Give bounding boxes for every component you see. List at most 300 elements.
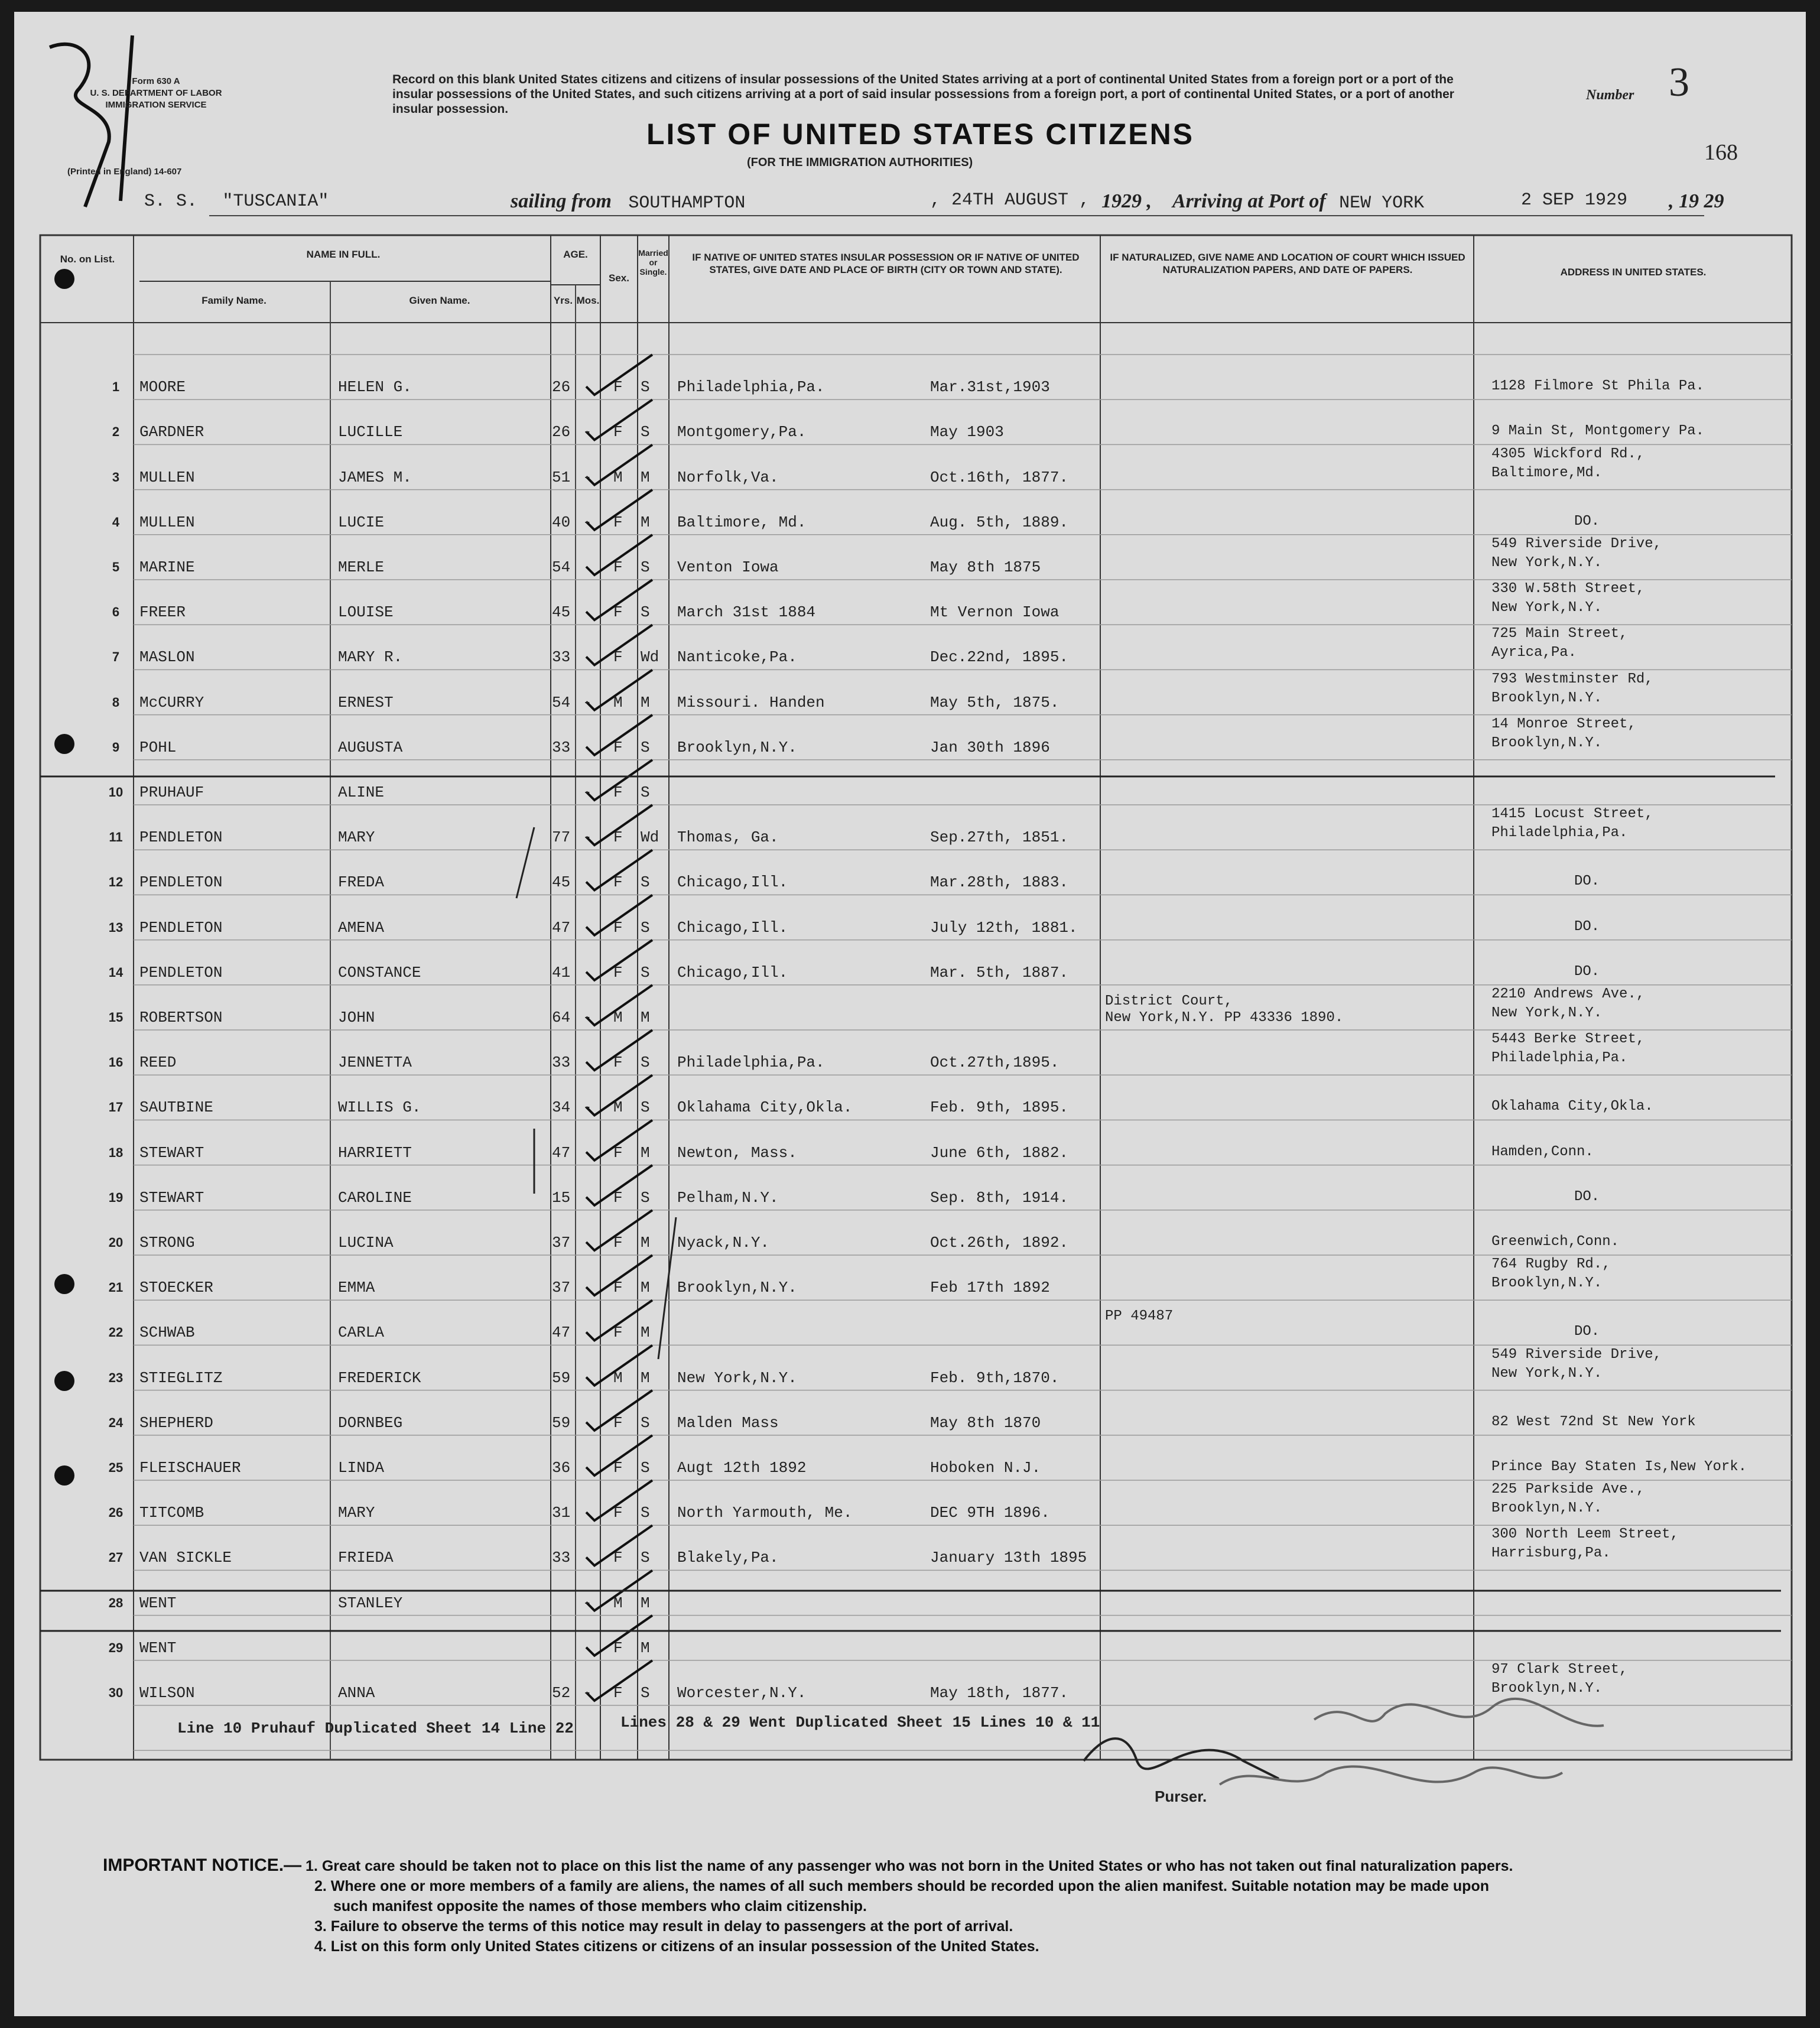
age-years: 54 [552,558,571,576]
sex: F [613,828,623,847]
birth-place: Montgomery,Pa. [677,423,807,441]
address-line: Brooklyn,N.Y. [1491,1681,1603,1696]
age-years: 37 [552,1279,571,1297]
row-number: 26 [108,1505,124,1520]
sex: F [613,1459,623,1477]
sex: F [613,513,623,531]
ship-line [144,190,329,212]
age-years: 64 [552,1009,571,1026]
row-number: 6 [112,604,120,620]
family-name: WENT [139,1639,177,1657]
birth-date: Feb. 9th, 1895. [930,1098,1069,1117]
family-name: FREER [139,603,186,622]
birth-date: DEC 9TH 1896. [930,1504,1050,1522]
given-name: AMENA [338,918,385,937]
sex: F [613,1188,623,1207]
address-line: Philadelphia,Pa. [1491,825,1628,841]
family-name: STEWART [139,1143,204,1162]
footnote-left: Line 10 Pruhauf Duplicated Sheet 14 Line 22 [177,1720,574,1737]
birth-date: Mt Vernon Iowa [930,603,1060,622]
given-name: LUCIE [338,513,385,531]
birth-place: Pelham,N.Y. [677,1188,779,1207]
ship-prefix: S. S. [144,191,198,212]
sex: F [613,378,623,396]
birth-place: Chicago,Ill. [677,963,788,982]
department: U. S. DEPARTMENT OF LABOR [90,88,222,98]
naturalization-info: New York,N.Y. PP 43336 1890. [1105,1010,1344,1026]
sex: F [613,423,623,441]
birth-place: Missouri. Handen [677,693,825,711]
family-name: ROBERTSON [139,1009,223,1026]
age-years: 26 [552,378,571,396]
birth-date: May 8th 1870 [930,1413,1041,1432]
sex: F [613,918,623,937]
naturalization-info: District Court, [1105,993,1233,1009]
marital-status: S [641,1459,650,1477]
arrival-year [1669,190,1724,213]
notice-3: 3. Failure to observe the terms of this notice may result in delay to passengers at the port of arrival. [314,1918,1013,1935]
address-line: DO. [1574,1188,1600,1205]
family-name: SHEPHERD [139,1413,213,1432]
marital-status: M [641,1143,650,1162]
address-line: 14 Monroe Street, [1491,716,1636,732]
given-name: AUGUSTA [338,738,403,756]
row-number: 17 [108,1100,124,1115]
sex: M [613,1098,623,1117]
marital-status: M [641,468,650,486]
punch-hole [54,1274,74,1294]
sex: M [613,693,623,711]
sex: F [613,784,623,801]
given-name: JAMES M. [338,468,412,486]
birth-place: Baltimore, Md. [677,513,807,531]
birth-date: Feb 17th 1892 [930,1279,1050,1297]
birth-date: Sep. 8th, 1914. [930,1188,1069,1207]
given-name: LUCINA [338,1234,394,1252]
age-years: 37 [552,1234,571,1252]
age-years: 40 [552,513,571,531]
address-line: Brooklyn,N.Y. [1491,1275,1603,1292]
address-line: Philadelphia,Pa. [1491,1050,1628,1067]
col-family: Family Name. [202,295,266,306]
address-line: 1128 Filmore St Phila Pa. [1491,378,1705,395]
col-naturalized: IF NATURALIZED, GIVE NAME AND LOCATION OF COURT WHICH ISSUED NATURALIZATION PAPERS, AND DATE OF PAPERS. [1110,252,1465,275]
sex: F [613,558,623,576]
birth-date: Feb. 9th,1870. [930,1369,1060,1387]
address-line: 9 Main St, Montgomery Pa. [1491,423,1705,440]
age-years: 47 [552,918,571,937]
sex: F [613,1234,623,1252]
birth-date: May 1903 [930,423,1004,441]
sex: F [613,648,623,667]
given-name: CONSTANCE [338,963,421,982]
row-number: 13 [108,919,124,935]
given-name: STANLEY [338,1594,403,1612]
given-name: MARY [338,828,375,847]
sex: F [613,1324,623,1342]
age-years: 47 [552,1143,571,1162]
marital-status: Wd [641,828,659,847]
year-field [1101,190,1152,213]
birth-date: Oct.27th,1895. [930,1054,1060,1072]
age-years: 47 [552,1324,571,1342]
birth-place: Nanticoke,Pa. [677,648,797,667]
address-line: 549 Riverside Drive, [1491,536,1662,552]
row-number: 10 [108,785,124,800]
given-name: JOHN [338,1009,375,1026]
marital-status: M [641,1324,650,1342]
notice-item: 1. Great care should be taken not to place on this list the name of any passenger who was not born in the United States or who has not taken out final naturalization papers. [306,1858,1513,1874]
family-name: PENDLETON [139,963,223,982]
given-name: FRIEDA [338,1549,394,1567]
marital-status: S [641,603,650,622]
row-number: 30 [108,1685,124,1700]
departure-date: , 24TH AUGUST , [930,190,1090,210]
col-age: AGE. [563,249,588,260]
given-name: HELEN G. [338,378,412,396]
birth-date: Oct.16th, 1877. [930,468,1069,486]
birth-date: Dec.22nd, 1895. [930,648,1069,667]
row-number: 1 [112,379,120,395]
age-months: - [583,784,592,801]
address-line: 225 Parkside Ave., [1491,1481,1645,1498]
address-line: Brooklyn,N.Y. [1491,734,1603,751]
family-name: MASLON [139,648,195,667]
age-years: 59 [552,1369,571,1387]
given-name: DORNBEG [338,1413,403,1432]
arrival-date: 2 SEP 1929 [1521,190,1628,210]
notice-1 [103,1855,1793,1876]
birth-date: Hoboken N.J. [930,1459,1041,1477]
birth-place: Malden Mass [677,1413,779,1432]
form-identifier [85,76,227,111]
given-name: CARLA [338,1324,385,1342]
row-number: 27 [108,1550,124,1565]
ship-name: "TUSCANIA" [222,191,329,212]
address-line: New York,N.Y. [1491,1365,1603,1382]
page-title: LIST OF UNITED STATES CITIZENS [646,118,1195,151]
notice-4: 4. List on this form only United States citizens or citizens of an insular possession of the United States. [314,1938,1039,1955]
marital-status: M [641,1639,650,1657]
address-line: Baltimore,Md. [1491,464,1603,481]
sex: F [613,1639,623,1657]
address-line: Brooklyn,N.Y. [1491,1500,1603,1517]
marital-status: S [641,378,650,396]
given-name: HARRIETT [338,1143,412,1162]
birth-place: Worcester,N.Y. [677,1684,807,1702]
arriving-label: Arriving at Port of [1172,190,1326,212]
marital-status: M [641,1279,650,1297]
birth-date: Mar.31st,1903 [930,378,1050,396]
age-months: - [583,1098,592,1117]
sex: F [613,1549,623,1567]
family-name: STEWART [139,1188,204,1207]
notice-2b: such manifest opposite the names of those members who claim citizenship. [333,1898,867,1915]
sex: M [613,1594,623,1612]
birth-place: Chicago,Ill. [677,918,788,937]
address-line: Oklahama City,Okla. [1491,1098,1653,1115]
given-name: JENNETTA [338,1054,412,1072]
marital-status: S [641,918,650,937]
marital-status: S [641,1054,650,1072]
sex: F [613,1413,623,1432]
col-no: No. on List. [60,254,115,265]
col-yrs: Yrs. [553,295,573,306]
age-years: 59 [552,1413,571,1432]
birth-date: Jan 30th 1896 [930,738,1050,756]
family-name: PENDLETON [139,828,223,847]
row-number: 15 [108,1010,124,1025]
family-name: SAUTBINE [139,1098,213,1117]
row-number: 20 [108,1235,124,1250]
age-years: 31 [552,1504,571,1522]
age-years: 26 [552,423,571,441]
birth-date: Oct.26th, 1892. [930,1234,1069,1252]
given-name: MARY R. [338,648,403,667]
birth-date: May 8th 1875 [930,558,1041,576]
marital-status: S [641,1413,650,1432]
given-name: EMMA [338,1279,375,1297]
address-line: 300 North Leem Street, [1491,1526,1679,1543]
address-line: Greenwich,Conn. [1491,1234,1620,1250]
age-years: 77 [552,828,571,847]
address-line: 1415 Locust Street, [1491,806,1653,823]
col-address: ADDRESS IN UNITED STATES. [1560,266,1707,278]
age-years: 33 [552,1054,571,1072]
family-name: STIEGLITZ [139,1369,223,1387]
family-name: WILSON [139,1684,195,1702]
marital-status: S [641,784,650,801]
age-months: - [583,693,592,711]
address-line: 330 W.58th Street, [1491,581,1645,597]
family-name: POHL [139,738,177,756]
row-number: 23 [108,1370,124,1385]
family-name: PRUHAUF [139,784,204,801]
birth-date: Mar. 5th, 1887. [930,963,1069,982]
row-number: 14 [108,964,124,980]
col-sex: Sex. [609,272,629,284]
given-name: ALINE [338,784,385,801]
sex: F [613,1504,623,1522]
row-number: 8 [112,694,120,710]
col-given: Given Name. [409,295,470,306]
birth-place: Newton, Mass. [677,1143,797,1162]
marital-status: M [641,693,650,711]
birth-place: Nyack,N.Y. [677,1234,770,1252]
page-subtitle: (FOR THE IMMIGRATION AUTHORITIES) [747,156,973,169]
address-line: New York,N.Y. [1491,555,1603,571]
age-months: - [583,1684,592,1702]
birth-place: Brooklyn,N.Y. [677,1279,797,1297]
row-number: 25 [108,1460,124,1475]
row-number: 7 [112,649,120,665]
marital-status: M [641,1369,650,1387]
birth-date: May 18th, 1877. [930,1684,1069,1702]
address-line: 764 Rugby Rd., [1491,1256,1611,1273]
address-line: DO. [1574,513,1600,529]
col-mos: Mos. [576,295,600,306]
family-name: GARDNER [139,423,204,441]
marital-status: S [641,963,650,982]
family-name: SCHWAB [139,1324,195,1342]
notice-heading: IMPORTANT NOTICE.— [103,1855,302,1875]
family-name: MULLEN [139,513,195,531]
year: 1929 , [1101,190,1152,212]
row-number: 9 [112,739,120,755]
marital-status: S [641,1188,650,1207]
row-number: 5 [112,560,120,574]
age-months: - [583,423,592,441]
number-label: Number [1586,87,1634,103]
birth-place: Brooklyn,N.Y. [677,738,797,756]
sex: F [613,1054,623,1072]
sailing-line [511,190,745,213]
marital-status: S [641,1549,650,1567]
family-name: STOECKER [139,1279,213,1297]
birth-place: Philadelphia,Pa. [677,378,825,396]
age-years: 41 [552,963,571,982]
birth-place: Venton Iowa [677,558,779,576]
sex: M [613,1369,623,1387]
punch-hole [54,734,74,754]
punch-hole [54,269,74,289]
age-years: 15 [552,1188,571,1207]
sex: F [613,1684,623,1702]
birth-date: Aug. 5th, 1889. [930,513,1069,531]
family-name: VAN SICKLE [139,1549,232,1567]
birth-date: Sep.27th, 1851. [930,828,1069,847]
age-years: 54 [552,693,571,711]
address-line: 4305 Wickford Rd., [1491,446,1645,462]
age-years: 33 [552,1549,571,1567]
sex: F [613,1279,623,1297]
row-number: 18 [108,1145,124,1160]
address-line: DO. [1574,873,1600,890]
row-number: 22 [108,1325,124,1340]
printed-in: (Printed in England) 14-607 [67,167,182,177]
birth-place: Blakely,Pa. [677,1549,779,1567]
record-instructions: Record on this blank United States citizens and citizens of insular possessions of the United States arriving at a port of continental United States from a foreign port or a port of the insular possessions of the United States, and such citizens arriving at a port of said insular possessions from a foreign port, a port of continental United States, or a port of another insular possession. [392,73,1454,116]
sailing-from-label: sailing from [511,190,612,212]
age-years: 33 [552,738,571,756]
arrival-year-text: , 19 29 [1669,190,1724,212]
row-number: 12 [108,875,124,890]
marital-status: S [641,1098,650,1117]
col-birth: IF NATIVE OF UNITED STATES INSULAR POSSESSION OR IF NATIVE OF UNITED STATES, GIVE DATE AND PLACE OF BIRTH (CITY OR TOWN AND STATE). [692,252,1080,275]
address-line: DO. [1574,1324,1600,1340]
address-line: New York,N.Y. [1491,1005,1603,1021]
age-years: 45 [552,603,571,622]
address-line: Hamden,Conn. [1491,1143,1594,1160]
birth-date: Mar.28th, 1883. [930,873,1069,892]
family-name: PENDLETON [139,873,223,892]
arrival-port: NEW YORK [1339,193,1425,213]
row-number: 28 [108,1595,124,1610]
sex: F [613,1143,623,1162]
address-line: New York,N.Y. [1491,600,1603,616]
sex: F [613,738,623,756]
service: IMMIGRATION SERVICE [105,100,207,110]
birth-date: June 6th, 1882. [930,1143,1069,1162]
birth-place: New York,N.Y. [677,1369,797,1387]
row-number: 4 [112,514,120,529]
address-line: 793 Westminster Rd, [1491,671,1653,687]
family-name: WENT [139,1594,177,1612]
family-name: TITCOMB [139,1504,204,1522]
family-name: PENDLETON [139,918,223,937]
birth-date: May 5th, 1875. [930,693,1060,711]
marital-status: Wd [641,648,659,667]
birth-place: Augt 12th 1892 [677,1459,807,1477]
family-name: McCURRY [139,693,204,711]
address-line: 82 West 72nd St New York [1491,1413,1696,1430]
sex: M [613,1009,623,1026]
row-number: 3 [112,469,120,485]
age-months: - [583,513,592,531]
given-name: FREDERICK [338,1369,421,1387]
address-line: Harrisburg,Pa. [1491,1545,1611,1562]
sex: M [613,468,623,486]
sex: F [613,603,623,622]
age-years: 34 [552,1098,571,1117]
birth-place: Thomas, Ga. [677,828,779,847]
footnote-right: Lines 28 & 29 Went Duplicated Sheet 15 Lines 10 & 11 [620,1714,1100,1731]
age-years: 45 [552,873,571,892]
row-number: 11 [109,830,123,845]
address-line: 5443 Berke Street, [1491,1031,1645,1048]
address-line: 97 Clark Street, [1491,1662,1628,1678]
address-line: DO. [1574,963,1600,980]
given-name: WILLIS G. [338,1098,421,1117]
birth-place: March 31st 1884 [677,603,816,622]
marital-status: S [641,423,650,441]
marital-status: M [641,513,650,531]
manifest-sheet [14,12,1806,2016]
age-years: 52 [552,1684,571,1702]
birth-place: Chicago,Ill. [677,873,788,892]
address-line: Prince Bay Staten Is,New York. [1491,1459,1747,1475]
marital-status: M [641,1009,650,1026]
marital-status: S [641,873,650,892]
age-months: - [583,828,592,847]
birth-date: July 12th, 1881. [930,918,1078,937]
number-value: 3 [1669,60,1689,105]
given-name: LINDA [338,1459,385,1477]
age-months: - [583,1009,592,1026]
birth-place: Norfolk,Va. [677,468,779,486]
birth-place: Oklahama City,Okla. [677,1098,853,1117]
sex: F [613,963,623,982]
notice-2: 2. Where one or more members of a family are aliens, the names of all such members should be recorded upon the alien manifest. Suitable notation may be made upon [314,1878,1489,1894]
page-number: 168 [1704,140,1738,165]
marital-status: S [641,738,650,756]
family-name: MARINE [139,558,195,576]
punch-hole [54,1465,74,1486]
address-line: DO. [1574,918,1600,935]
marital-status: S [641,1504,650,1522]
row-number: 2 [112,424,120,440]
punch-hole [54,1371,74,1391]
row-number: 19 [108,1190,124,1205]
marital-status: S [641,558,650,576]
birth-place: North Yarmouth, Me. [677,1504,853,1522]
arriving-line [1172,190,1424,213]
family-name: FLEISCHAUER [139,1459,241,1477]
family-name: STRONG [139,1234,195,1252]
address-line: 725 Main Street, [1491,626,1628,642]
col-married: Married or Single. [638,248,668,277]
age-months: - [583,468,592,486]
